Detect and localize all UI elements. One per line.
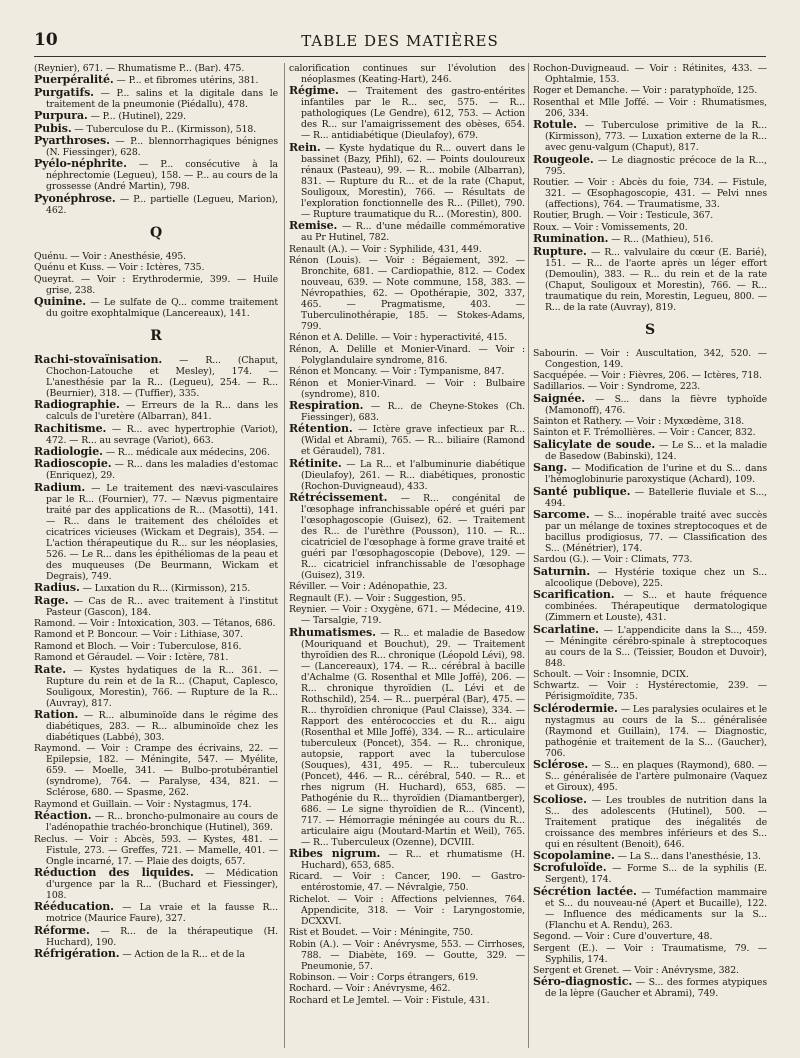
entry-headword: Rotule. bbox=[533, 118, 577, 132]
index-entry bbox=[533, 589, 767, 623]
entry-text: — Hystérie toxique chez un S... alcoolique (Debove), 225. bbox=[545, 566, 767, 589]
entry-text: — Le traitement des nævi-vasculaires par le R... (Fournier), 77. — Nævus pigmentaire traité par des applications de R... (Masotti), 141. — R... dans le traitement des chéloïdes et cicatrices vicieuses (Wickam et Degrais), 354. — L'action thérapeutique du R... sur les néoplasies, 526. — Le R... dans les épithéliomas de la peau et des muqueuses (De Beurmann, Wickam et Degrais), 749. bbox=[46, 482, 278, 582]
entry-text: — P... (Hutinel), 229. bbox=[90, 111, 186, 123]
index-entry bbox=[533, 931, 767, 942]
entry-text: — S... dans la fièvre typhoïde (Mamonoff), 476. bbox=[545, 393, 767, 416]
entry-headword: Radiologie. bbox=[34, 445, 103, 459]
entry-headword: Rougeole. bbox=[533, 152, 594, 166]
entry-text: — R... broncho-pulmonaire au cours de l'adénopathie trachéo-bronchique (Hutinel), 369. bbox=[46, 811, 278, 834]
index-entry bbox=[533, 680, 767, 702]
index-entry bbox=[533, 486, 767, 509]
entry-text: Schwartz. — Voir : Hystérectomie, 239. — Périsigmoïdite, 735. bbox=[533, 680, 767, 703]
entry-text: — S... des formes atypiques de la lèpre (Gaucher et Abrami), 749. bbox=[545, 977, 767, 1000]
entry-text: — Traitement des gastro-entérites infantiles par le R... sec, 575. — R... pathologiques (Le Gendre), 612, 753. — Action des R... sur l'amaigrissement des obèses, 654. — R... antidiabétique (Dieulafoy), 679. bbox=[301, 86, 525, 142]
entry-headword: Santé publique. bbox=[533, 484, 631, 498]
entry-headword: Rate. bbox=[34, 662, 66, 676]
index-entry bbox=[34, 63, 278, 74]
section-letter: S bbox=[644, 321, 655, 338]
entry-headword: Radium. bbox=[34, 480, 86, 494]
entry-headword: Réaction. bbox=[34, 809, 92, 823]
index-entry bbox=[289, 604, 525, 626]
entry-headword: Rééducation. bbox=[34, 900, 114, 914]
entry-headword: Rage. bbox=[34, 593, 69, 607]
index-entry bbox=[533, 427, 767, 438]
entry-text: Sainton et F. Trémollières. — Voir : Cancer, 832. bbox=[533, 427, 756, 439]
index-entry bbox=[289, 366, 525, 377]
entry-text: — P... consécutive à la néphrectomie (Legueu), 158. — P... au cours de la grossesse (André Martin), 798. bbox=[46, 159, 278, 193]
index-entry bbox=[533, 210, 767, 221]
entry-text: — R... et rhumatisme (H. Huchard), 653, 685. bbox=[301, 849, 525, 872]
index-entry bbox=[533, 794, 767, 850]
index-column-1 bbox=[34, 63, 278, 1048]
entry-text: Rochard. — Voir : Anévrysme, 462. bbox=[289, 983, 451, 995]
entry-headword: Rein. bbox=[289, 140, 321, 154]
entry-text: — Tuméfaction mammaire et S... du nouveau-né (Apert et Bucaille), 122. — Influence des médicaments sur la S... (Flanchu et A. Rendu), 263. bbox=[545, 886, 767, 931]
entry-headword: Rhumatismes. bbox=[289, 625, 376, 639]
index-entry bbox=[289, 939, 525, 972]
entry-headword: Radiographie. bbox=[34, 398, 120, 412]
entry-headword: Sang. bbox=[533, 461, 568, 475]
index-entry bbox=[34, 709, 278, 743]
index-entry bbox=[34, 123, 278, 135]
entry-text: Robinson. — Voir : Corps étrangers, 619. bbox=[289, 971, 479, 983]
index-entry bbox=[289, 927, 525, 938]
entry-text: — Luxation du R... (Kirmisson), 215. bbox=[82, 583, 251, 595]
index-column-3 bbox=[528, 63, 767, 1048]
entry-text: Ricard. — Voir : Cancer, 190. — Gastro-entérostomie, 47. — Névralgie, 750. bbox=[289, 871, 525, 894]
entry-headword: Ribes nigrum. bbox=[289, 847, 381, 861]
index-entry bbox=[34, 482, 278, 582]
index-entry bbox=[533, 759, 767, 793]
entry-text: — R... de la thérapeutique (H. Huchard), 190. bbox=[46, 925, 278, 948]
entry-text: Schoult. — Voir : Insomnie, DCIX. bbox=[533, 668, 689, 680]
entry-text: — Cas de R... avec traitement à l'institut Pasteur (Gascon), 184. bbox=[46, 595, 278, 618]
entry-headword: Saturnin. bbox=[533, 564, 591, 578]
entry-headword: Rachitisme. bbox=[34, 421, 107, 435]
entry-text: Sergent et Grenet. — Voir : Anévrysme, 382. bbox=[533, 964, 739, 976]
entry-headword: Radius. bbox=[34, 581, 80, 595]
index-entry bbox=[289, 63, 525, 85]
index-entry bbox=[289, 627, 525, 848]
entry-headword: Séro-diagnostic. bbox=[533, 975, 633, 989]
entry-text: Routier, Brugh. — Voir : Testicule, 367. bbox=[533, 210, 714, 222]
entry-text: — Ictère grave infectieux par R... (Widal et Abrami), 765. — R... biliaire (Ramond et Géraudel), 781. bbox=[301, 424, 525, 458]
index-entry bbox=[289, 972, 525, 983]
index-entry bbox=[34, 110, 278, 122]
index-entry bbox=[289, 492, 525, 581]
index-entry bbox=[34, 743, 278, 798]
index-entry bbox=[533, 862, 767, 885]
entry-text: — R... et maladie de Basedow (Mouriquand et Bouchut), 29. — Traitement thyroïdien des R... chronique (Léopold Lévi), 98. — (Lancereaux), 174. — R... cérébral à bacille d'Achalme (G. Rosenthal et Mlle Joffé), 206. — R... chronique thyroïdien (L. Lévi et de Rothschild), 254. — R... puerpéral (Bar), 475. — R... thyroïdien chronique (Paul Claisse), 334. — Rapport des entérococcies et du R... aigu (Rosenthal et Mlle Joffé), 334. — R... articulaire tuberculeux (Poncet), 354. — R... chronique, autopsie, rapport avec la tuberculose (Souques), 431, 495. — R... tuberculeux (Poncet), 446. — R... cérébral, 540. — R... et rhes nigrum (H. Huchard), 653, 685. — Pathogénie du R... thyroïdien (Diamantberger), 686. — Le signe thyroïdien de R... (Vincent), 717. — Hémorragie méningée au cours du R... articulaire aigu (Moutard-Martin et Weil), 765. — R... Tuberculeux (Ozenne), DCVIII. bbox=[301, 627, 525, 848]
entry-headword: Réduction des liquides. bbox=[34, 865, 194, 879]
entry-headword: Scrofuloïde. bbox=[533, 861, 607, 875]
entry-text: Quénu. — Voir : Anesthésie, 495. bbox=[34, 250, 187, 262]
index-entry bbox=[533, 348, 767, 370]
index-entry bbox=[533, 233, 767, 245]
entry-headword: Sarcome. bbox=[533, 508, 590, 522]
entry-text: Rénon et Monier-Vinard. — Voir : Bulbaire (syndrome), 810. bbox=[289, 377, 525, 400]
index-entry bbox=[533, 177, 767, 210]
index-entry bbox=[34, 423, 278, 446]
entry-text: — S... et haute fréquence combinées. Thérapeutique dermatologique (Zimmern et Louste), 431. bbox=[545, 590, 767, 624]
entry-text: Regnault (F.). — Voir : Suggestion, 95. bbox=[289, 592, 466, 604]
entry-text: Roux. — Voir : Vomissements, 20. bbox=[533, 221, 688, 233]
index-entry bbox=[34, 641, 278, 652]
entry-text: Segond. — Voir : Cure d'ouverture, 48. bbox=[533, 931, 713, 943]
entry-text: — Erreurs de la R... dans les calculs de l'uretère (Albarran), 841. bbox=[46, 400, 278, 423]
entry-headword: Saignée. bbox=[533, 391, 585, 405]
index-entry bbox=[34, 595, 278, 618]
entry-headword: Puerpéralité. bbox=[34, 73, 114, 87]
entry-headword: Scarification. bbox=[533, 588, 615, 602]
entry-text: Raymond. — Voir : Crampe des écrivains, 22. — Epilepsie, 182. — Méningite, 547. — Myélite, 659. — Moelle, 341. — Bulbo-protubérantiel (syndrome), 764. — Paralyse, 434, 821. — Sclérose, 680. — Spasme, 262. bbox=[34, 743, 278, 799]
entry-text: Ramond et Géraudel. — Voir : Ictère, 781. bbox=[34, 652, 229, 664]
entry-headword: Radioscopie. bbox=[34, 457, 112, 471]
entry-text: — S... inopérable traité avec succès par un mélange de toxines streptocoques et de bacillus prodigiosus, 77. — Classification des S... (Ménétrier), 174. bbox=[545, 510, 767, 555]
index-entry bbox=[289, 255, 525, 332]
entry-headword: Sclérodermie. bbox=[533, 701, 618, 715]
section-letter: Q bbox=[149, 224, 163, 241]
index-entry bbox=[34, 925, 278, 948]
entry-text: Rosenthal et Mlle Joffé. — Voir : Rhumatismes, 206, 334. bbox=[533, 96, 767, 119]
index-entry bbox=[533, 97, 767, 119]
index-entry bbox=[533, 154, 767, 177]
index-entry bbox=[34, 296, 278, 319]
entry-text: — L'appendicite dans la S..., 459. — Méningite cérébro-spinale à streptocoques au cours de la S... (Teissier, Boudon et Duvoir), 848. bbox=[545, 624, 767, 669]
index-entry bbox=[289, 220, 525, 243]
entry-text: Reynier. — Voir : Oxygène, 671. — Médecine, 419. — Tarsalgie, 719. bbox=[289, 604, 525, 627]
index-entry bbox=[533, 624, 767, 669]
entry-text: (Reynier), 671. — Rhumatisme P... (Bar). 475. bbox=[34, 63, 245, 74]
index-entry bbox=[34, 74, 278, 86]
page-title: TABLE DES MATIÈRES bbox=[301, 32, 499, 50]
index-entry bbox=[533, 370, 767, 381]
entry-text: Rénon, A. Delille et Monier-Vinard. — Voir : Polyglandulaire syndrome, 816. bbox=[289, 343, 525, 366]
index-entry bbox=[533, 462, 767, 485]
entry-text: — Kystes hydatiques de la R... 361. — Rupture du rein et de la R... (Chaput, Caplesco, Souligoux, Morestin), 766. — Rupture de la R... (Auvray), 817. bbox=[46, 664, 278, 709]
index-entry bbox=[289, 423, 525, 457]
entry-headword: Régime. bbox=[289, 84, 339, 98]
entry-text: — La S... dans l'anesthésie, 13. bbox=[617, 850, 761, 862]
index-entry bbox=[289, 142, 525, 220]
entry-text: Richelot. — Voir : Affections pelviennes, 764. Appendicite, 318. — Voir : Laryngostomie, DCXXVI. bbox=[289, 893, 525, 927]
index-entry bbox=[34, 458, 278, 481]
index-entry bbox=[34, 87, 278, 110]
entry-text: — R... valvulaire du cœur (E. Barié), 151. — R... de l'aorte après un léger effort (Demoulin), 383. — R... du rein et de la rate (Chaput, Souligoux et Morestin), 766. — R... traumatique du rein, Morestin, Legueu, 800. — R... de la rate (Auvray), 819. bbox=[545, 246, 767, 313]
index-entry bbox=[533, 669, 767, 680]
index-entry bbox=[533, 976, 767, 999]
entry-text: Ramond et Bloch. — Voir : Tuberculose, 816. bbox=[34, 640, 242, 652]
index-entry bbox=[533, 63, 767, 85]
index-entry bbox=[289, 85, 525, 141]
entry-text: — R... de Cheyne-Stokes (Ch. Fiessinger), 683. bbox=[301, 400, 525, 423]
entry-text: Reclus. — Voir : Abcès, 593. — Kystes, 481. — Fistule, 273. — Greffes, 721. — Mamelle, 401. — Ongle incarné, 17. — Plaie des doigts, 657. bbox=[34, 833, 278, 867]
entry-text: — R... (Chaput, Chochon-Latouche et Mesley), 174. — L'anesthésie par la R... (Legueu), 254. — R... (Beurnier), 318. — (Tuffier), 335. bbox=[46, 354, 278, 399]
entry-text: — La vraie et la fausse R... motrice (Maurice Faure), 327. bbox=[46, 902, 278, 925]
entry-text: Rochard et Le Jemtel. — Voir : Fistule, 431. bbox=[289, 994, 490, 1006]
index-entry bbox=[34, 262, 278, 273]
entry-text: — Tuberculose du P... (Kirmisson), 518. bbox=[74, 123, 257, 135]
index-entry bbox=[533, 381, 767, 392]
entry-text: — R... (Mathieu), 516. bbox=[611, 234, 714, 246]
entry-headword: Respiration. bbox=[289, 398, 364, 412]
index-entry bbox=[533, 943, 767, 965]
entry-headword: Pyélo-néphrite. bbox=[34, 157, 127, 171]
entry-headword: Réfrigération. bbox=[34, 947, 120, 961]
index-entry bbox=[289, 871, 525, 893]
index-entry bbox=[34, 251, 278, 262]
index-entry bbox=[34, 354, 278, 399]
entry-text: Raymond et Guillain. — Voir : Nystagmus, 174. bbox=[34, 798, 252, 810]
index-entry bbox=[34, 618, 278, 629]
index-entry bbox=[289, 894, 525, 927]
entry-text: Rénon et A. Delille. — Voir : hyperactivité, 415. bbox=[289, 332, 508, 344]
index-entry bbox=[34, 652, 278, 663]
index-entry bbox=[533, 416, 767, 427]
index-entry bbox=[34, 901, 278, 924]
entry-text: Sadillarios. — Voir : Syndrome, 223. bbox=[533, 381, 701, 393]
entry-text: Réviller. — Voir : Adénopathie, 23. bbox=[289, 581, 448, 593]
entry-text: — S... en plaques (Raymond), 680. — S... généralisée de l'artère pulmonaire (Vaquez et Giroux), 495. bbox=[545, 760, 767, 794]
index-entry bbox=[34, 810, 278, 833]
index-entry bbox=[533, 554, 767, 565]
entry-text: Sardou (G.). — Voir : Climats, 773. bbox=[533, 554, 693, 566]
entry-text: — Le sulfate de Q... comme traitement du goitre exophtalmique (Lancereaux), 141. bbox=[46, 296, 278, 319]
entry-headword: Rumination. bbox=[533, 232, 609, 246]
entry-text: — R... albuminoïde dans le régime des diabétiques, 283. — R... albuminoïde chez les diabétiques (Labbé), 303. bbox=[46, 709, 278, 743]
index-entry bbox=[34, 399, 278, 422]
entry-headword: Pubis. bbox=[34, 121, 72, 135]
entry-headword: Pyarthroses. bbox=[34, 133, 110, 147]
entry-headword: Scoliose. bbox=[533, 792, 587, 806]
index-entry bbox=[289, 848, 525, 871]
entry-text: — P... salins et la digitale dans le traitement de la pneumonie (Piédallu), 478. bbox=[46, 87, 278, 110]
entry-text: — Tuberculose primitive de la R... (Kirmisson), 773. — Luxation externe de la R... avec genu-valgum (Chaput), 817. bbox=[545, 120, 767, 154]
entry-text: calorification continues sur l'évolution des néoplasmes (Keating-Hart), 246. bbox=[289, 63, 525, 85]
index-entry bbox=[289, 378, 525, 400]
index-entry bbox=[34, 158, 278, 192]
entry-text: — R... d'une médaille commémorative au Pr Hutinel, 782. bbox=[301, 221, 525, 244]
index-entry bbox=[34, 664, 278, 709]
entry-text: — Le diagnostic précoce de la R..., 795. bbox=[545, 154, 767, 177]
entry-text: Routier. — Voir : Abcès du foie, 734. — Fistule, 321. — Œsophagoscopie, 431. — Pelvi nnes (affections), 764. — Traumatisme, 33. bbox=[533, 176, 767, 210]
entry-text: Renault (A.). — Voir : Syphilide, 431, 449. bbox=[289, 243, 482, 255]
entry-text: Queyrat. — Voir : Erythrodermie, 399. — Huile grise, 238. bbox=[34, 273, 278, 296]
index-entry bbox=[533, 850, 767, 862]
entry-text: Sainton et Rathery. — Voir : Myxœdème, 318. bbox=[533, 416, 745, 428]
entry-headword: Réforme. bbox=[34, 923, 90, 937]
index-entry bbox=[533, 703, 767, 759]
entry-headword: Scarlatine. bbox=[533, 622, 599, 636]
entry-headword: Scopolamine. bbox=[533, 848, 615, 862]
entry-headword: Salicylate de soude. bbox=[533, 437, 656, 451]
index-entry bbox=[533, 246, 767, 313]
entry-text: Rochon-Duvigneaud. — Voir : Rétinites, 433. — Ophtalmie, 153. bbox=[533, 63, 767, 85]
entry-text: Sabourin. — Voir : Auscultation, 342, 520. — Congestion, 149. bbox=[533, 347, 767, 370]
index-entry bbox=[533, 965, 767, 976]
index-entry bbox=[533, 509, 767, 554]
index-entry bbox=[34, 274, 278, 296]
entry-text: Sergent (E.). — Voir : Traumatisme, 79. — Syphilis, 174. bbox=[533, 942, 767, 965]
entry-headword: Pyonéphrose. bbox=[34, 191, 116, 205]
entry-text: Rénon (Louis). — Voir : Bégaiement, 392. — Bronchite, 681. — Cardiopathie, 812. — Codex nouveau, 639. — Note commune, 158, 383. — Névropathies, 62. — Opothérapie, 302, 337, 465. — Pragmatisme, 403. — Tuberculinothérapie, 185. — Stokes-Adams, 799. bbox=[289, 254, 525, 332]
section-letter: R bbox=[150, 327, 162, 344]
index-entry bbox=[289, 995, 525, 1006]
index-entry bbox=[34, 193, 278, 216]
entry-headword: Ration. bbox=[34, 707, 79, 721]
index-entry bbox=[289, 244, 525, 255]
entry-text: Rénon et Moncany. — Voir : Tympanisme, 847. bbox=[289, 366, 505, 378]
index-columns bbox=[34, 63, 766, 1048]
entry-headword: Sclérose. bbox=[533, 758, 589, 772]
entry-headword: Quinine. bbox=[34, 294, 86, 308]
entry-text: Ramond et P. Boncour. — Voir : Lithiase, 307. bbox=[34, 629, 244, 641]
entry-text: — Action de la R... et de la bbox=[122, 949, 245, 961]
entry-text: — Kyste hydatique du R... ouvert dans le bassinet (Bazy, Pfihl), 62. — Points douloureux rénaux (Pasteau), 99. — R... mobile (Albarran), 831. — Rupture du R... et de la rate (Chaput, Souligoux, Morestin), 766. — Résultats de l'exploration fonctionnelle des R... (Pillet), 790. — Rupture traumatique du R... (Morestin), 800. bbox=[301, 142, 525, 220]
entry-text: Quénu et Kuss. — Voir : Ictères, 735. bbox=[34, 262, 205, 274]
entry-text: — P... partielle (Legueu, Marion), 462. bbox=[46, 193, 278, 216]
index-entry bbox=[289, 593, 525, 604]
entry-headword: Sécrétion lactée. bbox=[533, 884, 637, 898]
index-entry bbox=[34, 629, 278, 640]
entry-text: Ramond. — Voir : Intoxication, 303. — Tétanos, 686. bbox=[34, 618, 276, 630]
index-entry bbox=[34, 799, 278, 810]
entry-text: Sacquépée. — Voir : Fièvres, 206. — Ictères, 718. bbox=[533, 369, 762, 381]
entry-text: — Médication d'urgence par la R... (Buchard et Fiessinger), 108. bbox=[46, 867, 278, 901]
index-entry bbox=[34, 135, 278, 158]
entry-text: — Les paralysies oculaires et le nystagmus au cours de la S... généralisée (Raymond et Guillain), 174. — Diagnostic, pathogénie et traitement de la S... (Gaucher), 706. bbox=[545, 703, 767, 759]
index-entry bbox=[34, 446, 278, 458]
header-rule bbox=[34, 56, 766, 57]
entry-text: — R... dans les maladies d'estomac (Enriquez), 29. bbox=[46, 459, 278, 482]
index-entry bbox=[533, 439, 767, 462]
page-number: 10 bbox=[34, 30, 58, 50]
entry-headword: Purgatifs. bbox=[34, 85, 94, 99]
entry-text: — P... et fibromes utérins, 381. bbox=[116, 75, 259, 87]
index-entry bbox=[533, 393, 767, 416]
index-entry bbox=[289, 458, 525, 492]
entry-text: Robin (A.). — Voir : Anévrysme, 553. — Cirrhoses, 788. — Diabète, 169. — Goutte, 329. — Pneumonie, 57. bbox=[289, 938, 525, 972]
index-entry bbox=[289, 344, 525, 366]
entry-headword: Purpura. bbox=[34, 109, 88, 123]
index-entry bbox=[289, 400, 525, 423]
index-entry bbox=[34, 834, 278, 867]
index-column-2 bbox=[284, 63, 525, 1048]
index-entry bbox=[533, 886, 767, 931]
entry-text: — P... blennorrhagiques bénignes (N. Fiessinger), 628. bbox=[46, 135, 278, 158]
entry-text: — Batellerie fluviale et S..., 494. bbox=[545, 486, 767, 509]
entry-text: — Le S... et la maladie de Basedow (Babinski), 124. bbox=[545, 439, 767, 462]
page-header bbox=[34, 30, 766, 52]
index-entry bbox=[289, 581, 525, 592]
entry-text: — R... congénital de l'œsophage infranchissable opéré et guéri par l'œsophagoscopie (Guisez), 62. — Traitement des R... de l'urèthre (Pousson), 110. — R... cicatriciel de l'œsophage à forme grave traité et guéri par l'œsophagoscopie (Debove), 129. — R... cicatriciel infranchissable de l'œsophage (Guisez), 319. bbox=[301, 493, 525, 582]
entry-headword: Rétinite. bbox=[289, 456, 342, 470]
entry-headword: Rétention. bbox=[289, 422, 353, 436]
entry-text: — Forme S... de la syphilis (E. Sergent), 174. bbox=[545, 863, 767, 886]
index-entry bbox=[34, 948, 278, 960]
entry-text: — La R... et l'albuminurie diabétique (Dieulafoy), 261. — R... diabétiques, pronostic (Rochon-Duvigneaud), 433. bbox=[301, 458, 525, 492]
entry-headword: Remise. bbox=[289, 219, 338, 233]
index-entry bbox=[289, 983, 525, 994]
entry-headword: Rétrécissement. bbox=[289, 491, 388, 505]
index-entry bbox=[533, 222, 767, 233]
entry-headword: Rupture. bbox=[533, 244, 587, 258]
entry-headword: Rachi-stovaïnisation. bbox=[34, 352, 163, 366]
index-entry bbox=[533, 119, 767, 153]
entry-text: — Modification de l'urine et du S... dans l'hémoglobinurie paroxystique (Achard), 109. bbox=[545, 463, 767, 486]
entry-text: — R... avec hypertrophie (Variot), 472. — R... au sevrage (Variot), 663. bbox=[46, 423, 278, 446]
index-entry bbox=[34, 867, 278, 901]
index-entry bbox=[533, 566, 767, 589]
entry-text: Roger et Demanche. — Voir : paratyphoïde, 125. bbox=[533, 85, 758, 97]
index-entry bbox=[34, 582, 278, 594]
index-entry bbox=[289, 332, 525, 343]
entry-text: — R... médicale aux médecins, 206. bbox=[105, 447, 270, 459]
entry-text: Rist et Boudet. — Voir : Méningite, 750. bbox=[289, 927, 474, 939]
index-entry bbox=[533, 85, 767, 96]
entry-text: — Les troubles de nutrition dans la S... des adolescents (Hutinel), 500. — Traitement pratique des inégalités de croissance des membres inférieurs et des S... qui en résultent (Benoit), 646. bbox=[545, 794, 767, 850]
